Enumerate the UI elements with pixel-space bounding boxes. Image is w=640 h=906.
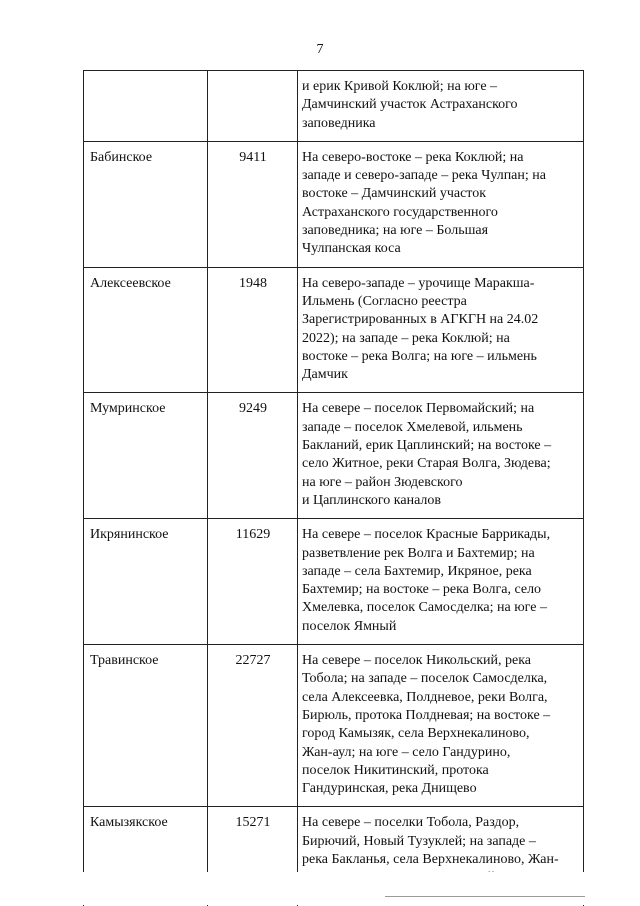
table-row <box>84 393 584 519</box>
district-name-cell: Алексеевское <box>84 267 208 393</box>
description-line: западе – села Бахтемир, Икряное, река <box>302 563 532 579</box>
description-line: поселок Никитинский, протока <box>302 762 489 778</box>
description-line: Астраханского государственного <box>302 204 498 220</box>
boundary-description-cell <box>298 141 584 267</box>
table-row <box>84 71 584 142</box>
hunting-grounds-table <box>83 70 584 906</box>
description-line: и ерик Кривой Коклюй; на юге – <box>302 79 498 94</box>
boundary-description-cell <box>298 71 584 142</box>
table-row <box>84 519 584 645</box>
boundary-description-cell <box>298 267 584 393</box>
district-name-cell: Икрянинское <box>84 519 208 645</box>
table-row <box>84 141 584 267</box>
boundary-description-cell <box>298 393 584 519</box>
description-line: Гандуринская, река Днищево <box>302 781 477 797</box>
description-line: город Камызяк, села Верхнекалиново, <box>302 726 530 742</box>
description-line: востоке – река Волга; на юге – ильмень <box>302 348 537 364</box>
table-body <box>84 71 584 906</box>
boundary-description-cell <box>298 519 584 645</box>
description-line: 2022); на западе – река Коклюй; на <box>302 330 510 346</box>
area-cell: 1948 <box>208 267 298 393</box>
description-line: Чулпанская коса <box>302 241 401 257</box>
description-line: разветвление рек Волга и Бахтемир; на <box>302 545 535 561</box>
boundary-description-cell <box>298 645 584 807</box>
description-line: На северо-востоке – река Коклюй; на <box>302 149 524 165</box>
description-line: востоке – Дамчинский участок <box>302 186 487 202</box>
description-line: и Цаплинского каналов <box>302 492 442 508</box>
page-number: 7 <box>316 42 324 57</box>
description-line: заповедника; на юге – Большая <box>302 223 489 239</box>
description-line: Бирюль, протока Полдневая; на востоке – <box>302 707 551 723</box>
district-name-cell: Бабинское <box>84 141 208 267</box>
description-line: Тобола; на западе – поселок Самосделка, <box>302 671 548 687</box>
description-line: Дамчик <box>302 367 348 383</box>
description-line: село Житное, реки Старая Волга, Зюдева; <box>302 456 551 472</box>
district-name-cell <box>84 71 208 142</box>
description-line: на юге – район Зюдевского <box>302 474 463 490</box>
district-name-cell: Камызякское <box>84 807 208 906</box>
description-line: Хмелевка, поселок Самосделка; на юге – <box>302 600 547 616</box>
description-line: Зарегистрированных в АГКГН на 24.02 <box>302 312 539 328</box>
area-cell <box>208 71 298 142</box>
description-line: западе – поселок Хмелевой, ильмень <box>302 419 523 435</box>
district-name-cell: Мумринское <box>84 393 208 519</box>
table-row <box>84 645 584 807</box>
district-name-cell: Травинское <box>84 645 208 807</box>
description-line: поселок Ямный <box>302 618 397 634</box>
area-cell: 11629 <box>208 519 298 645</box>
page-bottom-margin <box>80 872 590 905</box>
description-line: Ильмень (Согласно реестра <box>302 293 467 309</box>
description-line: Дамчинский участок Астраханского <box>302 97 518 113</box>
description-line: Жан-аул; на юге – село Гандурино, <box>302 744 511 760</box>
description-line: заповедника <box>302 115 376 131</box>
table-row <box>84 267 584 393</box>
description-line: На северо-западе – урочище Маракша- <box>302 275 535 291</box>
description-line: На севере – поселки Тобола, Раздор, <box>302 815 520 831</box>
area-cell: 9411 <box>208 141 298 267</box>
description-line: На севере – поселок Красные Баррикады, <box>302 527 551 543</box>
description-line: западе и северо-западе – река Чулпан; на <box>302 168 546 184</box>
description-line: Бирючий, Новый Тузуклей; на западе – <box>302 833 536 849</box>
area-cell: 22727 <box>208 645 298 807</box>
area-cell: 15271 <box>208 807 298 906</box>
description-line: Бакланий, ерик Цаплинский; на востоке – <box>302 438 552 454</box>
area-cell: 9249 <box>208 393 298 519</box>
description-line: На севере – поселок Никольский, река <box>302 653 532 669</box>
description-line: села Алексеевка, Полдневое, реки Волга, <box>302 689 548 705</box>
description-line: Бахтемир; на востоке – река Волга, село <box>302 582 542 598</box>
description-line: На севере – поселок Первомайский; на <box>302 401 535 417</box>
description-line: река Бакланья, села Верхнекалиново, Жан- <box>302 851 559 867</box>
scan-edge-line <box>385 896 585 897</box>
